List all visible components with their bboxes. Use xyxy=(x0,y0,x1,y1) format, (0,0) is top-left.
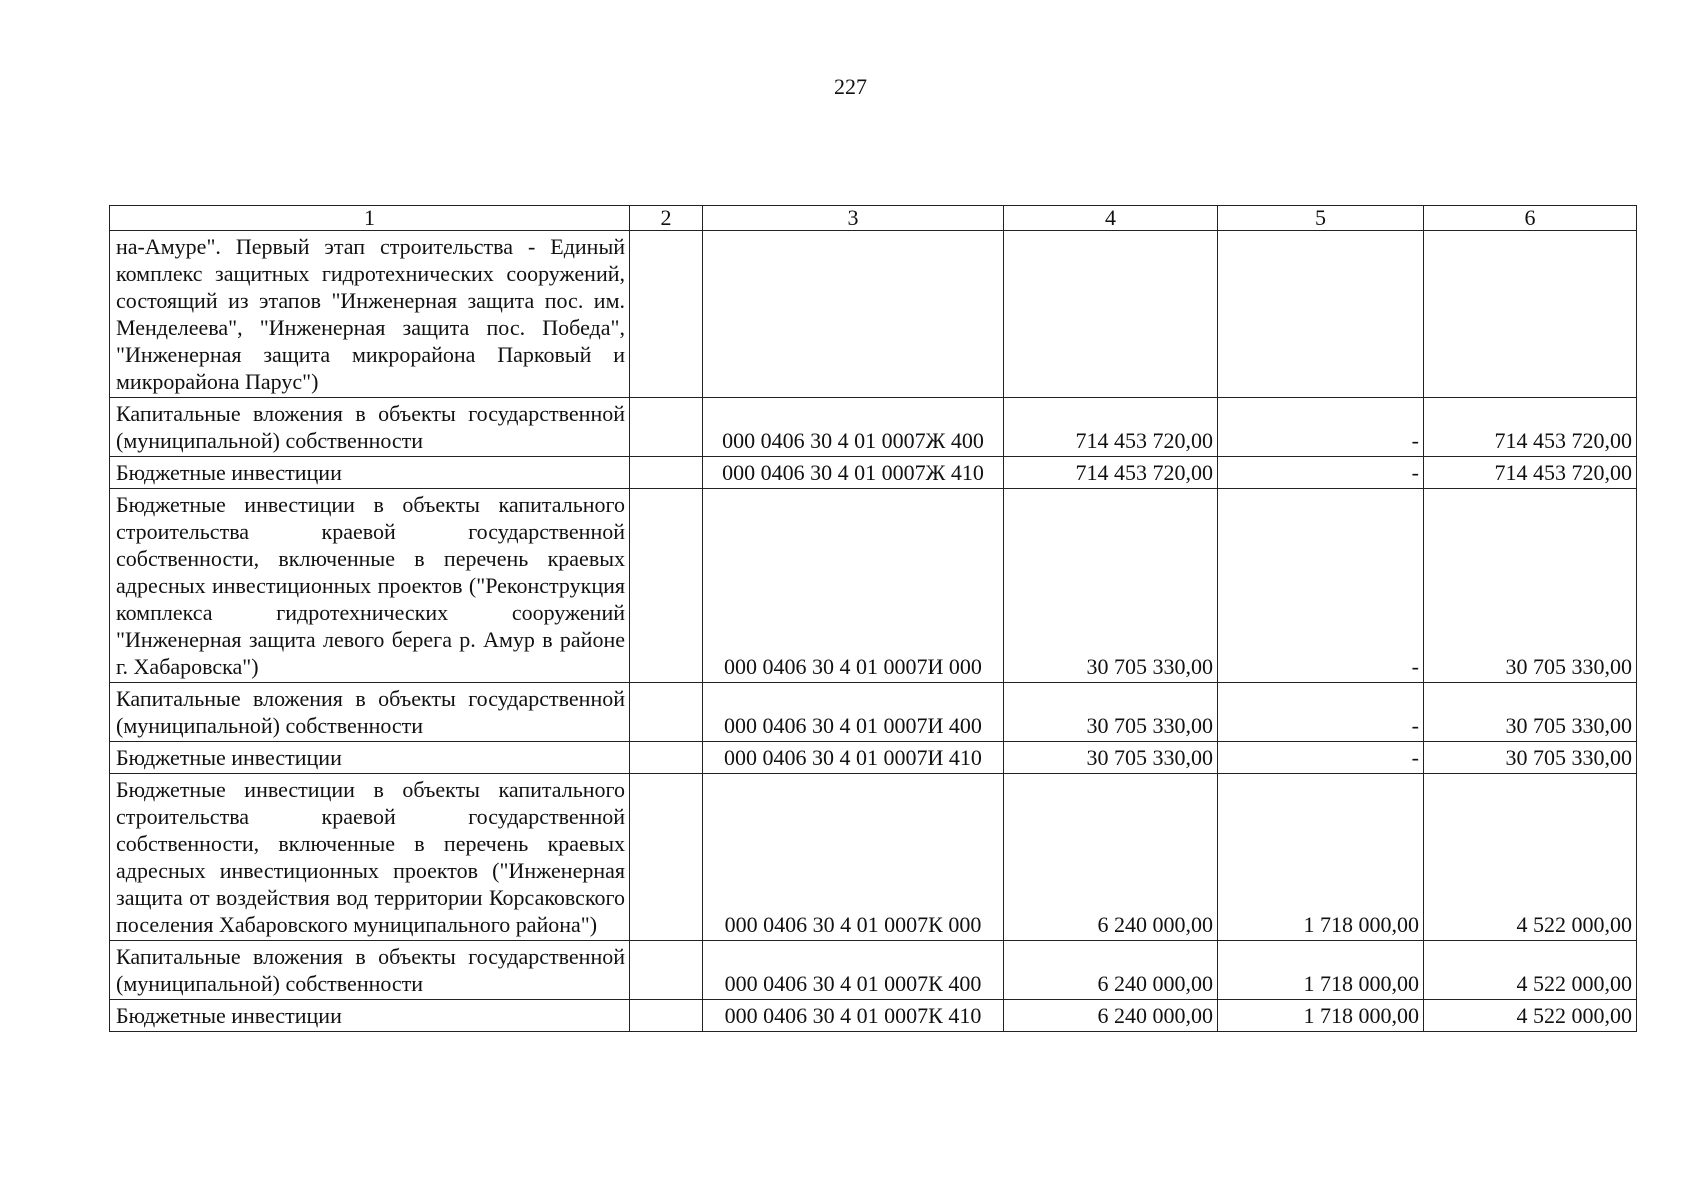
column-header-2: 2 xyxy=(630,206,703,231)
row-name-cell: Бюджетные инвестиции xyxy=(110,742,630,774)
row-col6-cell: 714 453 720,00 xyxy=(1424,457,1637,489)
row-col4-cell: 6 240 000,00 xyxy=(1004,941,1218,1000)
row-col6-cell: 4 522 000,00 xyxy=(1424,1000,1637,1032)
row-col5-cell: - xyxy=(1218,398,1424,457)
row-name-cell: Бюджетные инвестиции в объекты капитального строительства краевой государственной собственности, включенные в перечень краевых адресных инвестиционных проектов ("Реконструкция комплекса гидротехнических сооружений "Инженерная защита левого берега р. Амур в районе г. Хабаровска") xyxy=(110,489,630,683)
row-col4-cell: 714 453 720,00 xyxy=(1004,398,1218,457)
row-col4-cell: 714 453 720,00 xyxy=(1004,457,1218,489)
row-code-cell: 000 0406 30 4 01 0007К 000 xyxy=(703,774,1004,941)
column-header-6: 6 xyxy=(1424,206,1637,231)
row-name-cell: Бюджетные инвестиции xyxy=(110,1000,630,1032)
row-col2-cell xyxy=(630,1000,703,1032)
row-code-cell: 000 0406 30 4 01 0007Ж 400 xyxy=(703,398,1004,457)
row-name-cell: на-Амуре". Первый этап строительства - Единый комплекс защитных гидротехнических сооружений, состоящий из этапов "Инженерная защита пос. им. Менделеева", "Инженерная защита пос. Победа", "Инженерная защита микрорайона Парковый и микрорайона Парус") xyxy=(110,231,630,398)
row-code-cell: 000 0406 30 4 01 0007И 000 xyxy=(703,489,1004,683)
table-row xyxy=(110,457,1637,489)
column-header-3: 3 xyxy=(703,206,1004,231)
row-col6-cell: 4 522 000,00 xyxy=(1424,941,1637,1000)
row-code-cell: 000 0406 30 4 01 0007К 410 xyxy=(703,1000,1004,1032)
column-header-1: 1 xyxy=(110,206,630,231)
table-row xyxy=(110,941,1637,1000)
row-col2-cell xyxy=(630,774,703,941)
row-name-cell: Бюджетные инвестиции в объекты капитального строительства краевой государственной собственности, включенные в перечень краевых адресных инвестиционных проектов ("Инженерная защита от воздействия вод территории Корсаковского поселения Хабаровского муниципального района") xyxy=(110,774,630,941)
row-col2-cell xyxy=(630,489,703,683)
row-code-cell: 000 0406 30 4 01 0007Ж 410 xyxy=(703,457,1004,489)
row-col5-cell: - xyxy=(1218,489,1424,683)
row-col2-cell xyxy=(630,742,703,774)
page-number: 227 xyxy=(834,74,867,99)
row-code-cell: 000 0406 30 4 01 0007К 400 xyxy=(703,941,1004,1000)
row-col5-cell: 1 718 000,00 xyxy=(1218,1000,1424,1032)
row-code-cell: 000 0406 30 4 01 0007И 400 xyxy=(703,683,1004,742)
row-col6-cell: 30 705 330,00 xyxy=(1424,742,1637,774)
row-col4-cell: 6 240 000,00 xyxy=(1004,1000,1218,1032)
header-row xyxy=(110,206,1637,231)
column-header-4: 4 xyxy=(1004,206,1218,231)
row-col5-cell: 1 718 000,00 xyxy=(1218,941,1424,1000)
row-col5-cell: - xyxy=(1218,457,1424,489)
row-col4-cell: 30 705 330,00 xyxy=(1004,489,1218,683)
row-col6-cell: 30 705 330,00 xyxy=(1424,683,1637,742)
table-row xyxy=(110,742,1637,774)
row-col6-cell: 714 453 720,00 xyxy=(1424,398,1637,457)
row-col5-cell: 1 718 000,00 xyxy=(1218,774,1424,941)
row-col5-cell: - xyxy=(1218,683,1424,742)
table-row xyxy=(110,489,1637,683)
row-col4-cell xyxy=(1004,231,1218,398)
row-col6-cell: 30 705 330,00 xyxy=(1424,489,1637,683)
row-name-cell: Капитальные вложения в объекты государственной (муниципальной) собственности xyxy=(110,398,630,457)
row-col5-cell: - xyxy=(1218,742,1424,774)
row-name-cell: Бюджетные инвестиции xyxy=(110,457,630,489)
row-name-cell: Капитальные вложения в объекты государственной (муниципальной) собственности xyxy=(110,941,630,1000)
row-col6-cell xyxy=(1424,231,1637,398)
row-col2-cell xyxy=(630,683,703,742)
row-col2-cell xyxy=(630,941,703,1000)
row-col4-cell: 30 705 330,00 xyxy=(1004,742,1218,774)
column-header-5: 5 xyxy=(1218,206,1424,231)
table-row xyxy=(110,398,1637,457)
table-row xyxy=(110,774,1637,941)
table-row xyxy=(110,1000,1637,1032)
row-col2-cell xyxy=(630,457,703,489)
row-code-cell: 000 0406 30 4 01 0007И 410 xyxy=(703,742,1004,774)
table-row xyxy=(110,231,1637,398)
row-col2-cell xyxy=(630,231,703,398)
row-col4-cell: 30 705 330,00 xyxy=(1004,683,1218,742)
table-row xyxy=(110,683,1637,742)
row-col5-cell xyxy=(1218,231,1424,398)
row-code-cell xyxy=(703,231,1004,398)
row-name-cell: Капитальные вложения в объекты государственной (муниципальной) собственности xyxy=(110,683,630,742)
budget-table xyxy=(109,205,1637,1032)
row-col4-cell: 6 240 000,00 xyxy=(1004,774,1218,941)
row-col2-cell xyxy=(630,398,703,457)
row-col6-cell: 4 522 000,00 xyxy=(1424,774,1637,941)
